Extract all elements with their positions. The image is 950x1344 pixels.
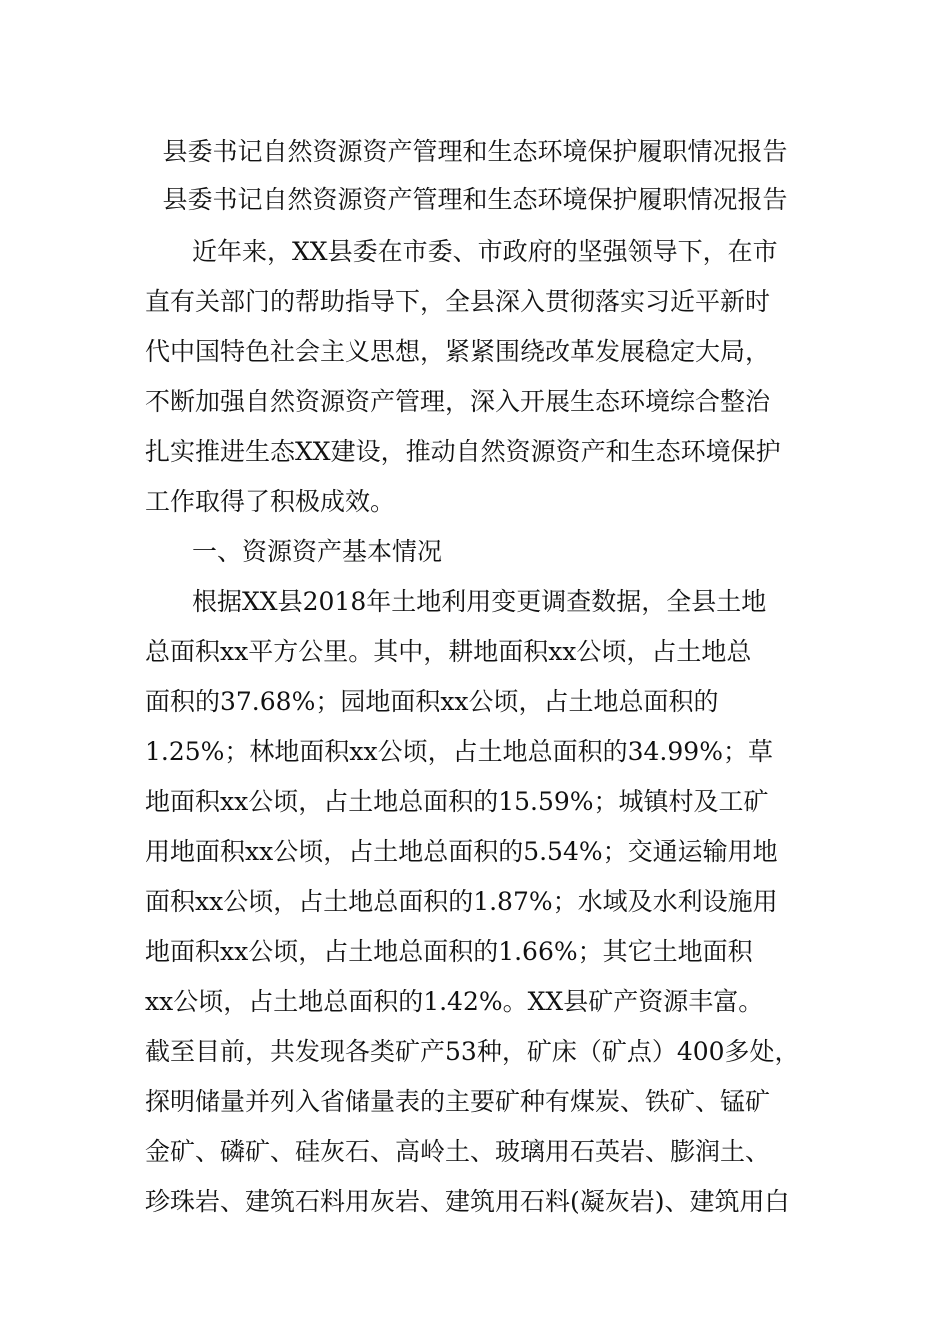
paragraph-line: 地面积xx公顷，占土地总面积的15.59%；城镇村及工矿 — [145, 787, 769, 816]
paragraph-line: 扎实推进生态XX建设，推动自然资源资产和生态环境保护 — [145, 437, 781, 466]
paragraph-line: 总面积xx平方公里。其中，耕地面积xx公顷，占土地总 — [145, 637, 752, 666]
section-heading: 一、资源资产基本情况 — [192, 537, 443, 566]
paragraph-line: 直有关部门的帮助指导下，全县深入贯彻落实习近平新时 — [145, 287, 771, 316]
paragraph-line: 工作取得了积极成效。 — [145, 487, 396, 516]
paragraph-line: 探明储量并列入省储量表的主要矿种有煤炭、铁矿、锰矿 — [145, 1087, 771, 1116]
paragraph-line: 代中国特色社会主义思想，紧紧围绕改革发展稳定大局， — [145, 337, 771, 366]
paragraph-line: 珍珠岩、建筑石料用灰岩、建筑用石料(凝灰岩)、建筑用白 — [145, 1187, 790, 1216]
paragraph-line: 地面积xx公顷，占土地总面积的1.66%；其它土地面积 — [145, 937, 753, 966]
paragraph-line: 1.25%；林地面积xx公顷，占土地总面积的34.99%；草 — [145, 737, 773, 766]
document-subtitle: 县委书记自然资源资产管理和生态环境保护履职情况报告 — [162, 185, 788, 214]
paragraph-line: 金矿、磷矿、硅灰石、高岭土、玻璃用石英岩、膨润土、 — [145, 1137, 771, 1166]
paragraph-line: xx公顷，占土地总面积的1.42%。XX县矿产资源丰富。 — [145, 987, 764, 1016]
paragraph-line: 不断加强自然资源资产管理，深入开展生态环境综合整治 — [145, 387, 771, 416]
paragraph-line: 用地面积xx公顷，占土地总面积的5.54%；交通运输用地 — [145, 837, 778, 866]
paragraph-line: 截至目前，共发现各类矿产53种，矿床（矿点）400多处， — [145, 1037, 800, 1066]
paragraph-line: 面积xx公顷，占土地总面积的1.87%；水域及水利设施用 — [145, 887, 778, 916]
paragraph-line: 近年来，XX县委在市委、市政府的坚强领导下，在市 — [192, 237, 778, 266]
paragraph-line: 面积的37.68%；园地面积xx公顷，占土地总面积的 — [145, 687, 719, 716]
document-title: 县委书记自然资源资产管理和生态环境保护履职情况报告 — [162, 137, 788, 166]
paragraph-line: 根据XX县2018年土地利用变更调查数据，全县土地 — [192, 587, 767, 616]
